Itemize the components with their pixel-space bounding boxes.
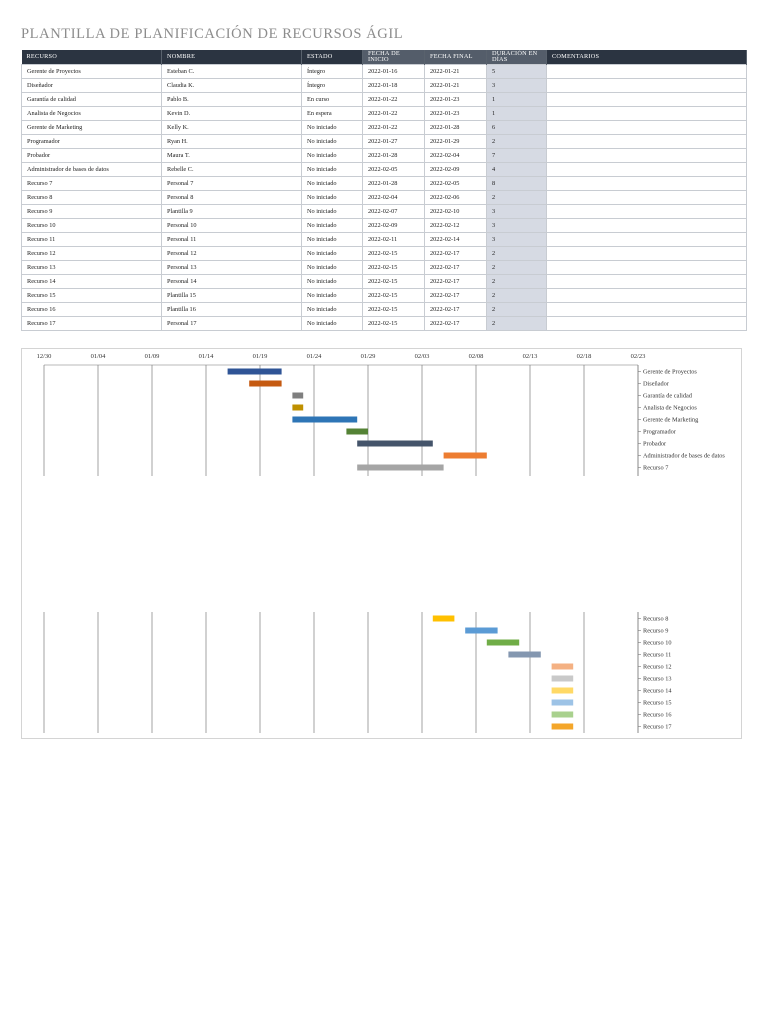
cell-duration[interactable]: 3 (487, 219, 547, 233)
cell-end-date[interactable]: 2022-02-17 (425, 275, 487, 289)
y-tick-label: Recurso 7 (643, 464, 669, 472)
cell-status[interactable]: No iniciado (302, 191, 363, 205)
cell-name[interactable]: Plantilla 16 (162, 303, 302, 317)
cell-duration[interactable]: 3 (487, 233, 547, 247)
cell-resource[interactable]: Recurso 10 (22, 219, 162, 233)
cell-start-date[interactable]: 2022-02-15 (363, 289, 425, 303)
cell-duration[interactable]: 2 (487, 289, 547, 303)
cell-start-date[interactable]: 2022-01-16 (363, 65, 425, 79)
y-tick-label: Recurso 11 (643, 651, 672, 659)
header-end-date: FECHA FINAL (425, 50, 487, 65)
cell-resource[interactable]: Recurso 13 (22, 261, 162, 275)
cell-status[interactable]: No iniciado (302, 135, 363, 149)
cell-status[interactable]: No iniciado (302, 177, 363, 191)
gantt-bar (292, 405, 303, 411)
cell-duration[interactable]: 3 (487, 205, 547, 219)
y-tick-label: Recurso 13 (643, 675, 672, 683)
cell-end-date[interactable]: 2022-02-09 (425, 163, 487, 177)
cell-start-date[interactable]: 2022-02-11 (363, 233, 425, 247)
x-tick-label: 02/03 (414, 353, 430, 360)
y-tick-label: Diseñador (643, 380, 669, 388)
cell-status[interactable]: Íntegro (302, 65, 363, 79)
cell-end-date[interactable]: 2022-02-12 (425, 219, 487, 233)
cell-end-date[interactable]: 2022-01-21 (425, 79, 487, 93)
cell-resource[interactable]: Gerente de Marketing (22, 121, 162, 135)
y-tick-label: Recurso 16 (643, 711, 672, 719)
cell-end-date[interactable]: 2022-02-10 (425, 205, 487, 219)
gantt-bar (552, 676, 574, 682)
cell-start-date[interactable]: 2022-02-04 (363, 191, 425, 205)
gantt-bar (292, 393, 303, 399)
cell-end-date[interactable]: 2022-01-21 (425, 65, 487, 79)
cell-status[interactable]: En curso (302, 93, 363, 107)
x-tick-label: 01/09 (144, 353, 160, 360)
y-tick-label: Probador (643, 440, 667, 448)
cell-start-date[interactable]: 2022-02-15 (363, 261, 425, 275)
gantt-bar (249, 381, 281, 387)
cell-resource[interactable]: Gerente de Proyectos (22, 65, 162, 79)
cell-duration[interactable]: 2 (487, 191, 547, 205)
cell-start-date[interactable]: 2022-02-09 (363, 219, 425, 233)
cell-resource[interactable]: Recurso 17 (22, 317, 162, 331)
cell-duration[interactable]: 1 (487, 93, 547, 107)
cell-name[interactable]: Plantilla 9 (162, 205, 302, 219)
y-tick-label: Recurso 8 (643, 615, 669, 623)
gantt-bar (508, 652, 540, 658)
cell-duration[interactable]: 7 (487, 149, 547, 163)
x-tick-label: 02/13 (522, 353, 538, 360)
cell-duration[interactable]: 2 (487, 275, 547, 289)
cell-duration[interactable]: 5 (487, 65, 547, 79)
cell-end-date[interactable]: 2022-02-05 (425, 177, 487, 191)
cell-resource[interactable]: Administrador de bases de datos (22, 163, 162, 177)
cell-resource[interactable]: Recurso 12 (22, 247, 162, 261)
cell-name[interactable]: Ryan H. (162, 135, 302, 149)
cell-end-date[interactable]: 2022-02-04 (425, 149, 487, 163)
cell-duration[interactable]: 1 (487, 107, 547, 121)
cell-status[interactable]: No iniciado (302, 205, 363, 219)
y-tick-label: Garantía de calidad (643, 392, 692, 400)
cell-resource[interactable]: Recurso 8 (22, 191, 162, 205)
cell-start-date[interactable]: 2022-01-22 (363, 121, 425, 135)
cell-name[interactable]: Personal 10 (162, 219, 302, 233)
cell-status[interactable]: Íntegro (302, 79, 363, 93)
cell-end-date[interactable]: 2022-02-17 (425, 261, 487, 275)
cell-name[interactable]: Kelly K. (162, 121, 302, 135)
x-tick-label: 01/24 (306, 353, 322, 360)
cell-start-date[interactable]: 2022-02-15 (363, 303, 425, 317)
chart-blank-gap (22, 478, 741, 611)
cell-name[interactable]: Personal 8 (162, 191, 302, 205)
header-status: ESTADO (302, 50, 363, 65)
cell-duration[interactable]: 2 (487, 317, 547, 331)
cell-duration[interactable]: 2 (487, 261, 547, 275)
cell-end-date[interactable]: 2022-02-17 (425, 247, 487, 261)
cell-name[interactable]: Pablo B. (162, 93, 302, 107)
cell-resource[interactable]: Recurso 16 (22, 303, 162, 317)
x-tick-label: 01/04 (90, 353, 106, 360)
cell-start-date[interactable]: 2022-02-07 (363, 205, 425, 219)
cell-start-date[interactable]: 2022-02-15 (363, 247, 425, 261)
cell-resource[interactable]: Recurso 11 (22, 233, 162, 247)
cell-status[interactable]: No iniciado (302, 219, 363, 233)
cell-end-date[interactable]: 2022-02-14 (425, 233, 487, 247)
y-tick-label: Programador (643, 428, 676, 436)
cell-duration[interactable]: 4 (487, 163, 547, 177)
page-title: PLANTILLA DE PLANIFICACIÓN DE RECURSOS ÁGIL (21, 26, 404, 42)
cell-start-date[interactable]: 2022-02-15 (363, 317, 425, 331)
cell-name[interactable]: Claudia K. (162, 79, 302, 93)
y-tick-label: Recurso 10 (643, 639, 672, 647)
cell-start-date[interactable]: 2022-01-22 (363, 107, 425, 121)
cell-start-date[interactable]: 2022-01-22 (363, 93, 425, 107)
cell-status[interactable]: No iniciado (302, 121, 363, 135)
y-tick-label: Administrador de bases de datos (643, 452, 725, 460)
gantt-bar (552, 688, 574, 694)
x-tick-label: 02/23 (630, 353, 646, 360)
cell-name[interactable]: Esteban C. (162, 65, 302, 79)
gantt-bar (552, 700, 574, 706)
cell-resource[interactable]: Recurso 9 (22, 205, 162, 219)
cell-end-date[interactable]: 2022-01-28 (425, 121, 487, 135)
y-tick-label: Recurso 14 (643, 687, 672, 695)
header-name: NOMBRE (162, 50, 302, 65)
cell-resource[interactable]: Garantía de calidad (22, 93, 162, 107)
y-tick-label: Gerente de Proyectos (643, 368, 697, 376)
y-tick-label: Gerente de Marketing (643, 416, 699, 424)
cell-status[interactable]: No iniciado (302, 317, 363, 331)
gantt-bar (465, 628, 497, 634)
header-comments: COMENTARIOS (547, 50, 747, 65)
cell-status[interactable]: No iniciado (302, 261, 363, 275)
cell-end-date[interactable]: 2022-01-23 (425, 107, 487, 121)
cell-status[interactable]: No iniciado (302, 289, 363, 303)
cell-name[interactable]: Personal 12 (162, 247, 302, 261)
cell-start-date[interactable]: 2022-02-05 (363, 163, 425, 177)
gantt-bar (552, 664, 574, 670)
cell-end-date[interactable]: 2022-01-29 (425, 135, 487, 149)
x-tick-label: 01/14 (198, 353, 214, 360)
cell-name[interactable]: Personal 7 (162, 177, 302, 191)
cell-resource[interactable]: Probador (22, 149, 162, 163)
cell-end-date[interactable]: 2022-02-06 (425, 191, 487, 205)
cell-resource[interactable]: Recurso 14 (22, 275, 162, 289)
cell-resource[interactable]: Programador (22, 135, 162, 149)
cell-name[interactable]: Personal 14 (162, 275, 302, 289)
y-tick-label: Recurso 12 (643, 663, 672, 671)
cell-status[interactable]: No iniciado (302, 247, 363, 261)
gantt-bar (292, 417, 357, 423)
cell-duration[interactable]: 2 (487, 135, 547, 149)
gantt-bar (487, 640, 519, 646)
y-tick-label: Recurso 17 (643, 723, 672, 731)
cell-status[interactable]: No iniciado (302, 303, 363, 317)
gantt-bar (357, 465, 443, 471)
cell-duration[interactable]: 8 (487, 177, 547, 191)
cell-status[interactable]: En espera (302, 107, 363, 121)
cell-duration[interactable]: 6 (487, 121, 547, 135)
cell-end-date[interactable]: 2022-02-17 (425, 289, 487, 303)
cell-resource[interactable]: Analista de Negocios (22, 107, 162, 121)
gantt-bar (444, 453, 487, 459)
x-tick-label: 02/08 (468, 353, 484, 360)
gantt-bar (357, 441, 433, 447)
x-tick-label: 02/18 (576, 353, 592, 360)
gantt-bar (228, 369, 282, 375)
cell-duration[interactable]: 3 (487, 79, 547, 93)
y-tick-label: Analista de Negocios (643, 404, 697, 412)
cell-duration[interactable]: 2 (487, 303, 547, 317)
x-tick-label: 01/19 (252, 353, 268, 360)
cell-end-date[interactable]: 2022-01-23 (425, 93, 487, 107)
cell-name[interactable]: Rebelle C. (162, 163, 302, 177)
cell-start-date[interactable]: 2022-01-28 (363, 149, 425, 163)
cell-start-date[interactable]: 2022-02-15 (363, 275, 425, 289)
cell-duration[interactable]: 2 (487, 247, 547, 261)
cell-status[interactable]: No iniciado (302, 233, 363, 247)
cell-name[interactable]: Personal 11 (162, 233, 302, 247)
gantt-bar (433, 616, 455, 622)
cell-resource[interactable]: Recurso 15 (22, 289, 162, 303)
cell-resource[interactable]: Diseñador (22, 79, 162, 93)
cell-start-date[interactable]: 2022-01-28 (363, 177, 425, 191)
y-tick-label: Recurso 15 (643, 699, 672, 707)
cell-end-date[interactable]: 2022-02-17 (425, 317, 487, 331)
header-resource: RECURSO (22, 50, 162, 65)
cell-start-date[interactable]: 2022-01-18 (363, 79, 425, 93)
cell-name[interactable]: Personal 13 (162, 261, 302, 275)
header-duration: DURACIÓN EN DÍAS (487, 50, 547, 65)
x-tick-label: 01/29 (360, 353, 376, 360)
cell-status[interactable]: No iniciado (302, 275, 363, 289)
cell-name[interactable]: Personal 17 (162, 317, 302, 331)
gantt-bar (552, 724, 574, 730)
cell-start-date[interactable]: 2022-01-27 (363, 135, 425, 149)
x-tick-label: 12/30 (36, 353, 52, 360)
cell-name[interactable]: Kevin D. (162, 107, 302, 121)
cell-status[interactable]: No iniciado (302, 163, 363, 177)
header-start-date: FECHA DE INICIO (363, 50, 425, 65)
gantt-bar (346, 429, 368, 435)
cell-resource[interactable]: Recurso 7 (22, 177, 162, 191)
cell-name[interactable]: Maura T. (162, 149, 302, 163)
cell-end-date[interactable]: 2022-02-17 (425, 303, 487, 317)
cell-status[interactable]: No iniciado (302, 149, 363, 163)
cell-name[interactable]: Plantilla 15 (162, 289, 302, 303)
gantt-bar (552, 712, 574, 718)
y-tick-label: Recurso 9 (643, 627, 669, 635)
